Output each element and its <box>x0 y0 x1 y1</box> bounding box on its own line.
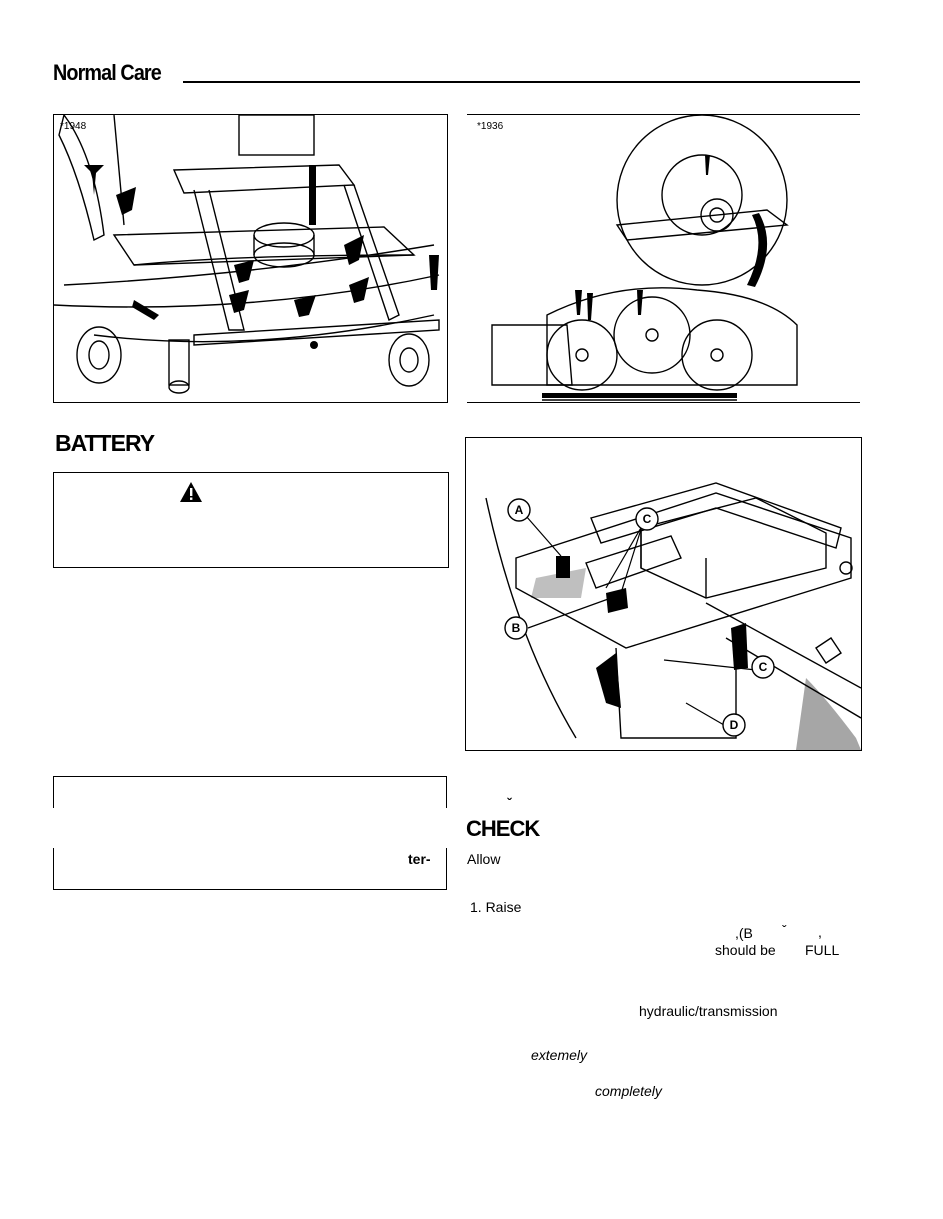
check-mark: ˇ <box>507 795 512 811</box>
text-step1: 1. Raise <box>470 899 522 915</box>
text-hydraulic: hydraulic/transmission <box>639 1003 778 1019</box>
header-rule <box>183 81 860 83</box>
note-fragment: ter- <box>408 851 431 867</box>
text-b-ref: ,(B <box>735 925 753 941</box>
text-tick: ˇ <box>782 922 787 938</box>
figure-battery <box>465 437 862 751</box>
warning-triangle-icon <box>179 481 203 503</box>
deck-illustration <box>54 115 447 402</box>
figure-number: *1948 <box>60 121 87 132</box>
callout-label-a: A <box>514 503 524 517</box>
callout-label-c: C <box>758 660 768 674</box>
figure-deck-lubrication <box>53 114 448 403</box>
text-full: FULL <box>805 942 840 958</box>
figure-blade-attachment <box>467 114 860 403</box>
blade-illustration <box>467 115 860 402</box>
page-header-title: Normal Care <box>53 60 161 85</box>
warning-box <box>53 472 449 568</box>
text-comma: , <box>818 924 822 940</box>
note-box <box>53 776 447 890</box>
text-should-be: should be <box>715 942 776 958</box>
figure-number: *1936 <box>477 121 504 132</box>
callout-label-c: C <box>642 512 652 526</box>
text-allow: Allow <box>467 851 501 867</box>
battery-illustration <box>466 438 861 750</box>
text-extemely: extemely <box>531 1047 588 1063</box>
check-section-title: CHECK <box>466 816 540 841</box>
text-completely: completely <box>595 1083 662 1099</box>
callout-label-d: D <box>729 718 739 732</box>
callout-label-b: B <box>511 621 521 635</box>
battery-section-title: BATTERY <box>55 430 155 456</box>
